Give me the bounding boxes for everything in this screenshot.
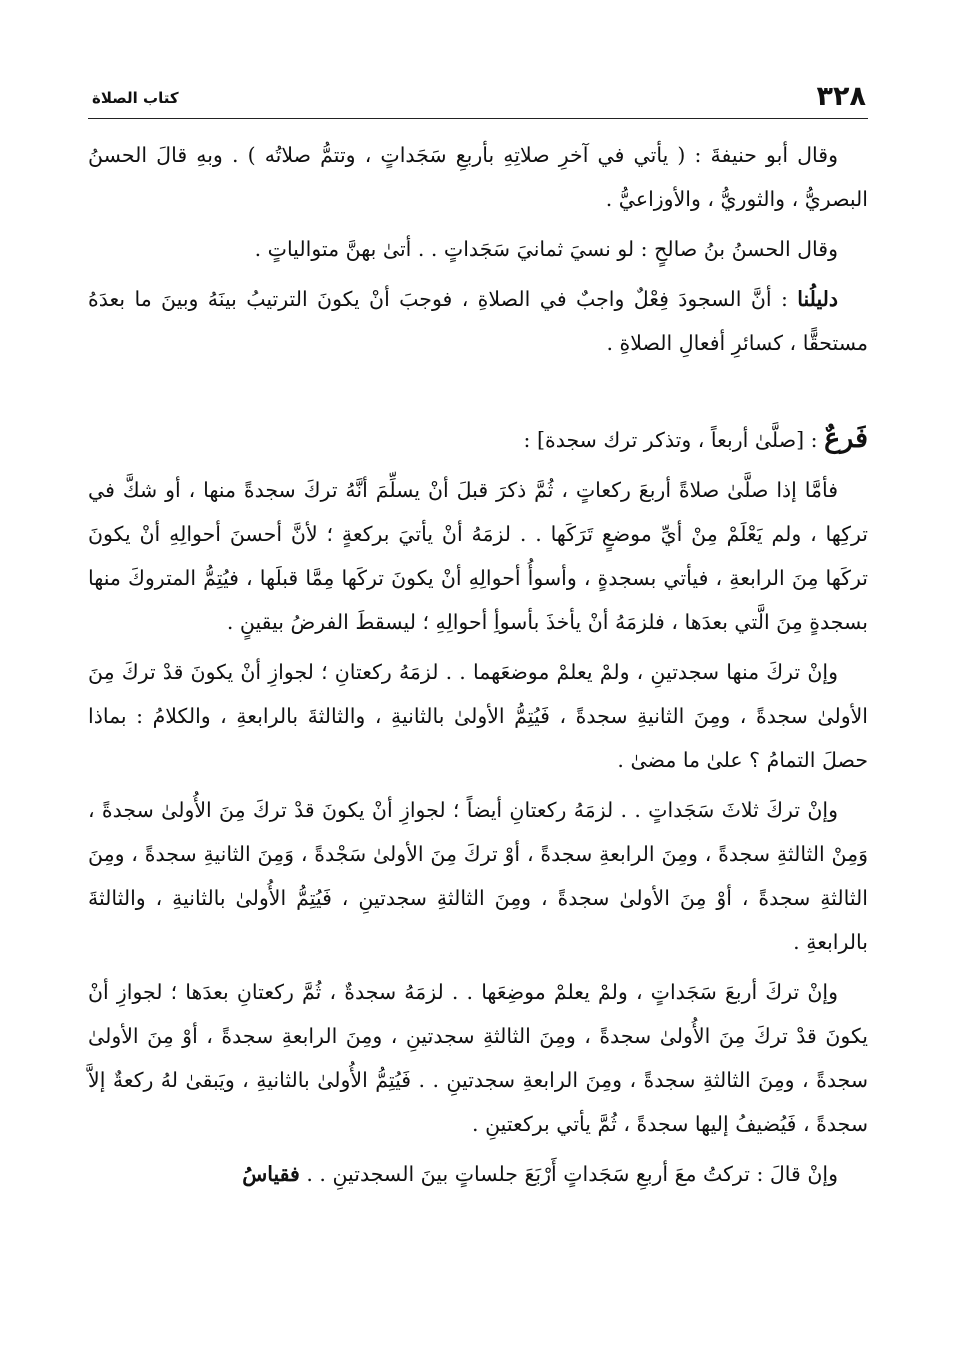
paragraph-four-sittings	[88, 1152, 868, 1196]
subsection-title: : [صلَّىٰ أربعاً ، وتذكر ترك سجدة] :	[523, 428, 825, 452]
paragraph-hasan-ibn-salih: وقال الحسنُ بنُ صالحٍ : لو نسيَ ثمانيَ سَجَداتٍ . . أتىٰ بهنَّ متوالياتٍ .	[254, 237, 838, 261]
analogy-lead-word: فقياسُ	[242, 1162, 300, 1186]
subsection-heading	[88, 417, 868, 462]
four-sittings-text: وإنْ قالَ : تركتُ معَ أربعِ سَجَداتٍ أَرْبَعَ جلساتٍ بينَ السجدتينِ . .	[299, 1162, 838, 1186]
paragraph-abu-hanifa: وقال أبو حنيفةَ : ( يأتي في آخرِ صلاتِهِ بأربعِ سَجَداتٍ ، وتتمُّ صلاتُه ) . وبهِ قالَ الحسنُ البصريُّ ، والثوريُّ ، والأوزاعيُّ .	[88, 143, 868, 211]
page-header	[88, 82, 868, 119]
paragraph-evidence	[88, 277, 868, 365]
paragraph-two-prostrations: وإنْ تركَ منها سجدتينِ ، ولمْ يعلمْ موضعَهما . . لزمَهُ ركعتانِ ؛ لجوازِ أنْ يكونَ قدْ تركَ مِنَ الأولىٰ سجدةً ، ومِنَ الثانيةِ سجدةً ، فَيُتِمُّ الأولىٰ بالثانيةِ ، والثالثةَ بالرابعةِ ، والكلامُ : بماذا حصلَ التمامُ ؟ علىٰ ما مضىٰ .	[88, 660, 868, 772]
evidence-lead-word: دليلُنا	[797, 287, 838, 311]
fara-word: فَرعٌ	[824, 423, 868, 454]
paragraph-three-prostrations: وإنْ تركَ ثلاثَ سَجَداتٍ . . لزمَهُ ركعتانِ أيضاً ؛ لجوازِ أنْ يكونَ قدْ تركَ مِنَ الأُولىٰ سجدةً ، وَمِنْ الثالثةِ سجدةً ، ومِنَ الرابعةِ سجدةً ، أوْ تركَ مِنَ الأولىٰ سَجْدةً ، وَمِنَ الثانيةِ سجدةً ، ومِنَ الثالثةِ سجدةً ، أوْ مِنَ الأولىٰ سجدةً ، ومِنَ الثالثةِ سجدتينِ ، فَيُتِمُّ الأُولىٰ بالثانيةِ ، والثالثةَ بالرابعةِ .	[88, 798, 868, 954]
evidence-text: : أنَّ السجودَ فِعْلٌ واجبٌ في الصلاةِ ، فوجبَ أنْ يكونَ الترتيبُ بينَهُ وبينَ ما بعدَهُ مستحقًّا ، كسائرِ أفعالِ الصلاةِ .	[88, 287, 868, 355]
running-title: كتاب الصلاة	[92, 89, 179, 107]
section-gap	[88, 371, 868, 417]
page-number: ٣٢٨	[816, 81, 866, 112]
paragraph-one-prostration: فأمَّا إذا صلَّىٰ صلاةً أربعَ ركعاتٍ ، ثُمَّ ذكرَ قبلَ أنْ يسلِّمَ أنَّهُ تركَ سجدةً منها ، أو شكَّ في تركِها ، ولم يَعْلَمْ مِنْ أيِّ موضعٍ تَرَكَها . . لزمَهُ أنْ يأتيَ بركعةٍ ؛ لأنَّ أحسنَ أحوالِهِ أنْ يكونَ تركَها مِنَ الرابعةِ ، فيأتي بسجدةٍ ، وأسوأُ أحوالِهِ أنْ يكونَ تركَها مِمَّا قبلَها ، فيُتِمُّ المتروكَ منها بسجدةٍ مِنَ الَّتي بعدَها ، فلزمَهُ أنْ يأخذَ بأسوأِ أحوالِهِ ؛ ليسقطَ الفرضُ بيقينٍ .	[88, 478, 868, 634]
page-body	[88, 133, 868, 1196]
paragraph-four-prostrations: وإنْ تركَ أربعَ سَجَداتٍ ، ولمْ يعلمْ موضِعَها . . لزمَهُ سجدةٌ ، ثُمَّ ركعتانِ بعدَها ؛ لجوازِ أنْ يكونَ قدْ تركَ مِنَ الأُولىٰ سجدةً ، ومِنَ الثالثةِ سجدتينِ ، ومِنَ الرابعةِ سجدةً ، أوْ مِنَ الأولىٰ سجدةً ، ومِنَ الثالثةِ سجدةً ، ومِنَ الرابعةِ سجدتينِ . . فَيُتِمُّ الأُولىٰ بالثانيةِ ، ويَبقىٰ لهُ ركعةٌ إلاَّ سجدةً ، فَيُضيفُ إليها سجدةً ، ثُمَّ يأتي بركعتينِ .	[88, 980, 868, 1136]
book-page	[88, 82, 868, 1332]
